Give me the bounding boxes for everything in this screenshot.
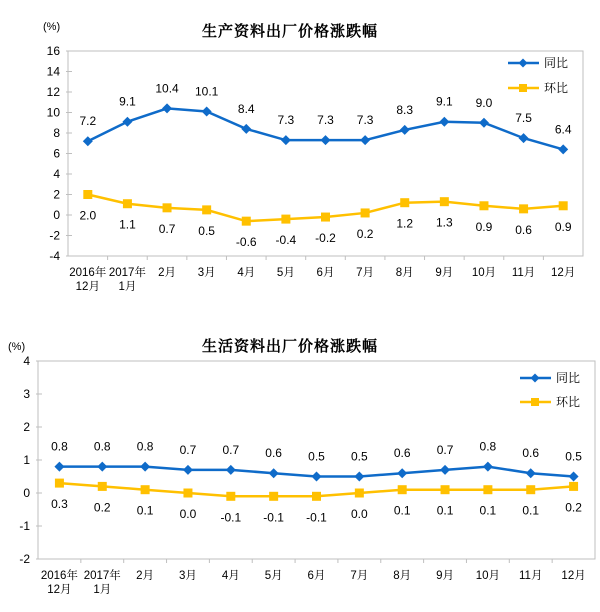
x-category-label: 3月	[197, 267, 216, 279]
data-label: 0.5	[565, 449, 582, 464]
data-point-marker	[558, 144, 568, 154]
data-label: 9.0	[475, 95, 493, 110]
data-point-marker	[122, 117, 132, 127]
data-label: 0.8	[51, 439, 68, 454]
y-tick-label: 0	[53, 208, 60, 222]
x-category-label: 3月	[179, 570, 197, 582]
data-point-marker	[312, 492, 321, 501]
data-point-marker	[321, 135, 331, 145]
data-point-marker	[479, 118, 489, 128]
data-point-marker	[312, 472, 322, 482]
data-label: 0.1	[136, 503, 154, 518]
producer-chart-unit-label: (%)	[43, 21, 61, 33]
y-tick-label: -2	[19, 552, 30, 566]
x-category-label: 4月	[221, 570, 240, 582]
data-point-marker	[439, 117, 449, 127]
data-point-marker	[440, 197, 449, 206]
x-category-label: 2016年	[69, 267, 107, 279]
x-category-label: 2017年	[83, 570, 121, 582]
data-point-marker	[321, 213, 330, 222]
data-point-marker	[226, 465, 236, 475]
y-tick-label: 14	[46, 64, 60, 79]
x-category-label: 1月	[118, 281, 137, 293]
y-tick-label: -2	[49, 228, 60, 243]
data-label: 0.1	[479, 503, 497, 518]
data-label: -0.1	[220, 510, 242, 525]
x-category-label: 2月	[136, 570, 155, 582]
legend-label: 同比	[556, 371, 581, 385]
x-category-label: 2017年	[108, 267, 146, 279]
data-label: 1.3	[436, 215, 453, 230]
data-label: 0.6	[265, 446, 282, 461]
x-category-label: 10月	[475, 570, 501, 582]
data-label: 0.1	[436, 503, 454, 518]
data-point-marker	[55, 479, 64, 488]
data-label: 0.2	[93, 500, 111, 515]
x-category-label: 6月	[307, 570, 326, 582]
data-label: -0.6	[235, 235, 257, 250]
data-point-marker	[355, 489, 364, 498]
legend-marker-square	[519, 84, 527, 92]
data-point-marker	[202, 106, 212, 116]
data-point-marker	[97, 462, 107, 472]
y-tick-label: 16	[46, 44, 60, 58]
producer-chart-title: 生产资料出厂价格涨跌幅	[201, 23, 378, 40]
data-point-marker	[361, 208, 370, 217]
y-tick-label: 8	[53, 126, 60, 140]
data-label: 10.4	[155, 81, 179, 96]
data-point-marker	[569, 472, 579, 482]
y-tick-label: 6	[53, 146, 60, 161]
data-label: 0.5	[351, 449, 368, 464]
x-category-label: 9月	[435, 267, 454, 279]
data-label: 2.0	[79, 208, 97, 223]
consumer-price-line-chart	[0, 312, 600, 612]
data-label: 0.8	[136, 439, 154, 454]
data-label: 0.0	[179, 507, 197, 521]
data-label: 0.6	[515, 222, 532, 237]
data-point-marker	[519, 133, 529, 143]
x-category-label: 7月	[356, 267, 375, 279]
data-point-marker	[526, 468, 536, 478]
data-point-marker	[440, 465, 450, 475]
data-label: 10.1	[194, 84, 219, 99]
data-point-marker	[83, 136, 93, 146]
y-tick-label: 1	[23, 453, 30, 467]
data-label: 9.1	[119, 94, 136, 109]
data-point-marker	[281, 215, 290, 224]
data-point-marker	[83, 190, 92, 199]
data-label: -0.2	[315, 231, 336, 246]
data-point-marker	[400, 198, 409, 207]
x-category-label: 2016年	[40, 570, 78, 582]
data-point-marker	[559, 201, 568, 210]
y-tick-label: -1	[19, 519, 30, 533]
x-category-label: 12月	[47, 584, 72, 596]
data-label: 7.2	[79, 114, 97, 129]
data-point-marker	[483, 485, 492, 494]
data-point-marker	[241, 124, 251, 134]
data-label: 7.5	[515, 111, 532, 126]
data-label: -0.4	[275, 233, 297, 248]
data-label: 8.4	[237, 101, 255, 116]
data-label: 0.6	[522, 446, 540, 461]
y-tick-label: 4	[53, 167, 60, 181]
x-category-label: 4月	[237, 267, 256, 279]
data-point-marker	[141, 485, 150, 494]
x-category-label: 12月	[551, 267, 576, 279]
data-label: 0.1	[522, 503, 540, 518]
data-point-marker	[526, 485, 535, 494]
data-point-marker	[226, 492, 235, 501]
data-label: 0.7	[222, 442, 240, 457]
x-category-label: 10月	[471, 267, 497, 279]
y-tick-label: 3	[23, 387, 30, 401]
data-point-marker	[360, 135, 370, 145]
data-point-marker	[269, 492, 278, 501]
x-category-label: 11月	[519, 570, 543, 582]
data-label: 7.3	[317, 113, 334, 128]
x-category-label: 1月	[93, 584, 112, 596]
data-label: 0.3	[51, 497, 68, 512]
data-label: 7.3	[356, 113, 374, 128]
data-point-marker	[281, 135, 291, 145]
data-point-marker	[242, 217, 251, 226]
data-point-marker	[202, 205, 211, 214]
data-point-marker	[183, 465, 193, 475]
data-point-marker	[519, 204, 528, 213]
x-category-label: 9月	[436, 570, 454, 582]
data-label: 9.1	[436, 94, 453, 109]
x-category-label: 7月	[350, 570, 369, 582]
data-label: -0.1	[306, 510, 327, 525]
data-label: 0.2	[565, 500, 582, 515]
data-label: 1.2	[396, 216, 414, 231]
data-label: 0.7	[158, 221, 176, 236]
data-label: 0.8	[93, 439, 111, 454]
data-label: 0.2	[356, 226, 374, 241]
data-point-marker	[269, 468, 279, 478]
x-category-label: 5月	[264, 570, 283, 582]
data-label: 0.8	[479, 439, 497, 454]
data-point-marker	[354, 472, 364, 482]
data-label: -0.1	[263, 510, 284, 525]
data-point-marker	[123, 199, 132, 208]
y-tick-label: -4	[49, 249, 60, 263]
data-label: 6.4	[554, 122, 572, 137]
x-category-label: 6月	[316, 267, 335, 279]
data-point-marker	[54, 462, 64, 472]
data-point-marker	[183, 489, 192, 498]
data-point-marker	[163, 203, 172, 212]
data-label: 1.1	[119, 217, 136, 232]
data-label: 8.3	[396, 102, 414, 117]
data-point-marker	[98, 482, 107, 491]
data-label: 0.7	[436, 442, 454, 457]
data-point-marker	[483, 462, 493, 472]
x-category-label: 12月	[75, 281, 100, 293]
x-category-label: 8月	[393, 570, 412, 582]
x-category-label: 12月	[561, 570, 586, 582]
data-point-marker	[400, 125, 410, 135]
legend-marker-square	[531, 398, 539, 406]
x-category-label: 8月	[395, 267, 414, 279]
data-label: 0.1	[393, 503, 411, 518]
data-label: 0.6	[393, 446, 411, 461]
y-tick-label: 2	[23, 420, 30, 434]
data-label: 0.0	[351, 507, 368, 521]
legend-label: 环比	[556, 395, 581, 409]
data-point-marker	[162, 103, 172, 113]
data-point-marker	[140, 462, 150, 472]
legend-marker-diamond	[519, 59, 528, 68]
x-category-label: 11月	[511, 267, 536, 279]
legend-marker-diamond	[531, 374, 540, 383]
data-point-marker	[398, 485, 407, 494]
consumer-chart-unit-label: (%)	[8, 341, 26, 353]
y-tick-label: 12	[46, 85, 60, 99]
consumer-chart-title: 生活资料出厂价格涨跌幅	[201, 338, 378, 355]
data-label: 0.9	[475, 219, 493, 234]
data-label: 7.3	[277, 113, 295, 128]
y-tick-label: 0	[23, 486, 30, 500]
plot-border	[68, 51, 583, 256]
x-category-label: 5月	[276, 267, 295, 279]
x-category-label: 2月	[158, 267, 176, 279]
data-point-marker	[569, 482, 578, 491]
data-label: 0.7	[179, 442, 197, 457]
y-tick-label: 10	[46, 105, 60, 120]
data-label: 0.5	[198, 223, 215, 238]
legend-label: 同比	[544, 56, 569, 70]
data-point-marker	[397, 468, 407, 478]
legend-label: 环比	[544, 81, 569, 95]
data-label: 0.9	[554, 219, 572, 234]
y-tick-label: 2	[53, 187, 60, 202]
y-tick-label: 4	[23, 354, 30, 368]
data-label: 0.5	[308, 449, 325, 464]
data-point-marker	[479, 201, 488, 210]
data-point-marker	[441, 485, 450, 494]
